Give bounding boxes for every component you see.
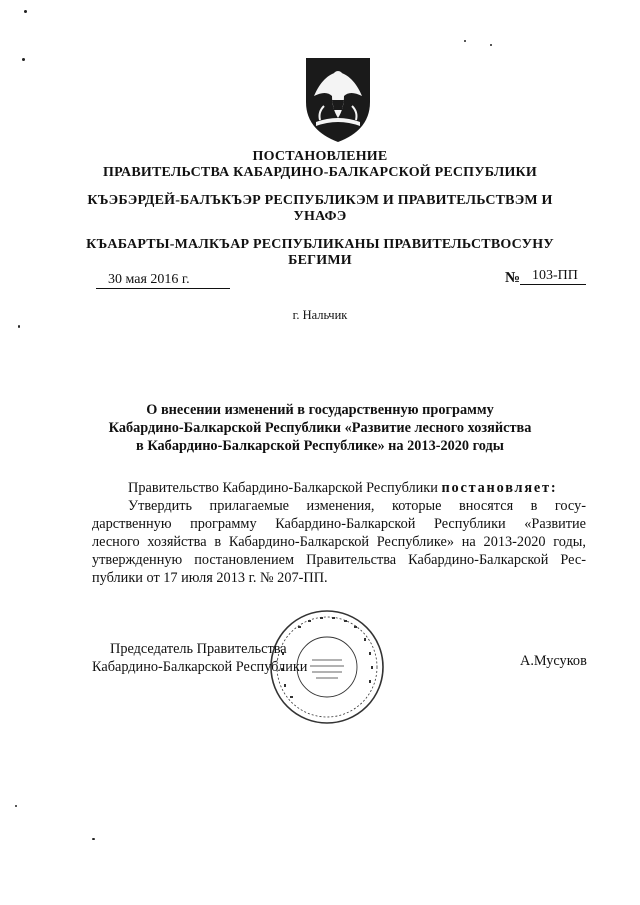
subject-line-2: Кабардино-Балкарской Республики «Развитие лесного хозяйства [108, 420, 532, 436]
scan-speck [24, 10, 27, 13]
number-label: № [505, 270, 521, 286]
scan-speck [22, 58, 25, 61]
decree-word: постановляет: [441, 480, 558, 496]
subject-line-3: в Кабардино-Балкарской Республике» на 2013-2020 годы [136, 438, 504, 454]
body-line-2: дарственную программу Кабардино-Балкарской Республики «Развитие [92, 516, 586, 532]
government-name-krc-line2: БЕГИМИ [288, 253, 352, 268]
signatory-title-line1: Председатель Правительства [110, 641, 287, 657]
document-type-title: ПОСТАНОВЛЕНИЕ [252, 149, 388, 164]
body-line-1: Утвердить прилагаемые изменения, которые вносятся в госу- [128, 498, 586, 514]
document-number: 103-ПП [520, 268, 586, 285]
government-name-kbd-line1: КЪЭБЭРДЕЙ-БАЛЪКЪЭР РЕСПУБЛИКЭМ И ПРАВИТЕЛЬСТВЭМ И [87, 193, 553, 208]
government-name-krc-line1: КЪАБАРТЫ-МАЛКЪАР РЕСПУБЛИКАНЫ ПРАВИТЕЛЬСТВОСУНУ [86, 237, 554, 252]
body-line-3: лесного хозяйства в Кабардино-Балкарской Республике» на 2013-2020 годы, [92, 534, 586, 550]
scan-speck [92, 838, 95, 840]
decree-intro [128, 479, 557, 498]
body-line-4: утвержденную постановлением Правительства Кабардино-Балкарской Рес- [92, 552, 586, 568]
subject-line-1: О внесении изменений в государственную программу [146, 402, 494, 418]
signatory-title-line2: Кабардино-Балкарской Республики [92, 659, 308, 675]
scan-speck [464, 40, 466, 42]
city-label: г. Нальчик [292, 308, 348, 322]
government-name-ru: ПРАВИТЕЛЬСТВА КАБАРДИНО-БАЛКАРСКОЙ РЕСПУБЛИКИ [102, 165, 538, 180]
decree-intro-text: Правительство Кабардино-Балкарской Республики [128, 480, 438, 496]
government-name-kbd-line2: УНАФЭ [293, 209, 347, 224]
coat-of-arms-emblem [298, 52, 378, 144]
scan-speck [18, 325, 20, 328]
scan-speck [490, 44, 492, 46]
signatory-name: А.Мусуков [520, 653, 587, 669]
document-date: 30 мая 2016 г. [96, 272, 230, 289]
body-line-5: публики от 17 июля 2013 г. № 207-ПП. [92, 570, 328, 586]
scan-speck [15, 805, 17, 807]
